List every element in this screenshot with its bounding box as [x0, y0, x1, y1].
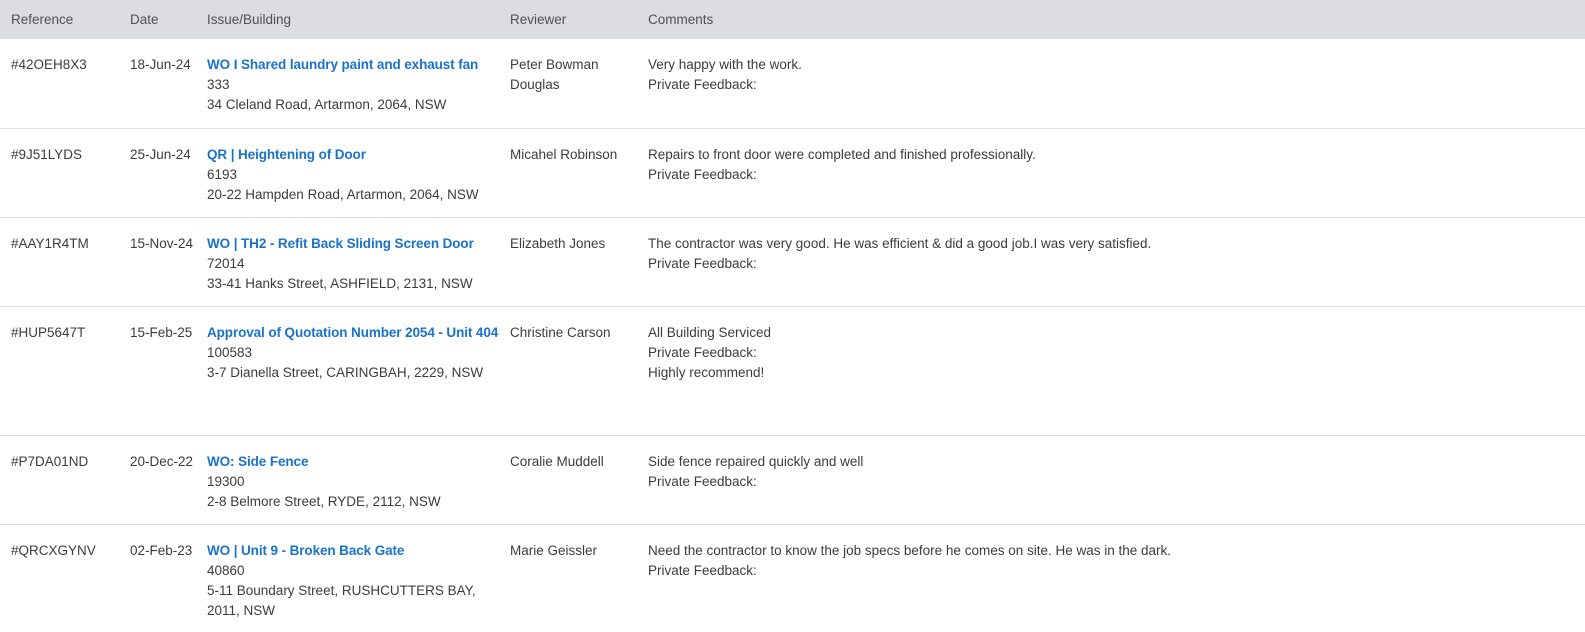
date-cell: 18-Jun-24: [130, 57, 191, 72]
reference-cell: #P7DA01ND: [11, 453, 89, 469]
column-header-comments[interactable]: Comments: [648, 12, 714, 27]
reviewer-cell: Micahel Robinson: [510, 146, 618, 162]
issue-building-cell: [196, 217, 499, 306]
comments-cell: [637, 217, 1585, 306]
private-feedback-label: Private Feedback:: [648, 473, 757, 489]
reviewer-cell: Christine Carson: [510, 324, 611, 340]
building-number: 333: [207, 77, 230, 92]
comments-cell: [637, 524, 1585, 628]
comments-cell: [637, 306, 1585, 435]
table-row: [0, 217, 1585, 306]
issue-title-link[interactable]: WO: Side Fence: [207, 453, 309, 469]
reference-cell: #AAY1R4TM: [11, 235, 89, 251]
issue-title-link[interactable]: WO | TH2 - Refit Back Sliding Screen Door: [207, 235, 474, 251]
reference-cell: #42OEH8X3: [11, 57, 87, 72]
building-number: 6193: [207, 166, 238, 182]
issue-title-link[interactable]: Approval of Quotation Number 2054 - Unit 404: [207, 324, 499, 340]
comment-text: Very happy with the work.: [648, 57, 802, 72]
comment-text: The contractor was very good. He was efficient & did a good job.I was very satisfied.: [648, 235, 1152, 251]
issue-building-cell: [196, 524, 499, 628]
comment-text: Repairs to front door were completed and finished professionally.: [648, 146, 1036, 162]
table-row: [0, 524, 1585, 628]
reference-cell: #HUP5647T: [11, 324, 86, 340]
date-cell: 02-Feb-23: [130, 542, 193, 558]
column-header-issue-building[interactable]: Issue/Building: [207, 12, 292, 27]
comment-text: Need the contractor to know the job specs before he comes on site. He was in the dark.: [648, 542, 1172, 558]
issue-title-link[interactable]: QR | Heightening of Door: [207, 146, 366, 162]
reviewer-cell: Marie Geissler: [510, 542, 598, 558]
building-address: 2-8 Belmore Street, RYDE, 2112, NSW: [207, 493, 441, 509]
building-address: 3-7 Dianella Street, CARINGBAH, 2229, NSW: [207, 364, 484, 380]
reviewer-cell: Peter Bowman Douglas: [510, 57, 599, 92]
issue-building-cell: [196, 128, 499, 217]
comments-cell: [637, 39, 1585, 128]
date-cell: 20-Dec-22: [130, 453, 194, 469]
issue-building-cell: [196, 435, 499, 524]
comment-text: Side fence repaired quickly and well: [648, 453, 864, 469]
issue-title-link[interactable]: WO I Shared laundry paint and exhaust fan: [207, 57, 479, 72]
private-feedback-label: Private Feedback:: [648, 344, 757, 360]
date-cell: 25-Jun-24: [130, 146, 191, 162]
issue-building-cell: [196, 306, 499, 435]
column-header-reviewer[interactable]: Reviewer: [510, 12, 567, 27]
issue-building-cell: [196, 39, 499, 128]
table-row: [0, 306, 1585, 435]
issue-title-link[interactable]: WO | Unit 9 - Broken Back Gate: [207, 542, 405, 558]
comment-text: All Building Serviced: [648, 324, 772, 340]
reviewer-cell: Elizabeth Jones: [510, 235, 606, 251]
comments-cell: [637, 128, 1585, 217]
building-address: 34 Cleland Road, Artarmon, 2064, NSW: [207, 97, 447, 112]
private-feedback-label: Private Feedback:: [648, 77, 757, 92]
date-cell: 15-Nov-24: [130, 235, 194, 251]
building-number: 72014: [207, 255, 245, 271]
table-row: [0, 435, 1585, 524]
private-feedback-label: Private Feedback:: [648, 255, 757, 271]
comments-cell: [637, 435, 1585, 524]
building-address: 5-11 Boundary Street, RUSHCUTTERS BAY, 2011, NSW: [207, 582, 476, 618]
table-row: [0, 128, 1585, 217]
building-number: 100583: [207, 344, 253, 360]
column-header-reference[interactable]: Reference: [11, 12, 74, 27]
table-header: [0, 0, 1585, 39]
building-address: 33-41 Hanks Street, ASHFIELD, 2131, NSW: [207, 275, 473, 291]
reference-cell: #9J51LYDS: [11, 146, 83, 162]
header-row: [0, 0, 1585, 39]
table-body: [0, 39, 1585, 628]
building-number: 19300: [207, 473, 245, 489]
private-feedback-label: Private Feedback:: [648, 562, 757, 578]
table-row: [0, 39, 1585, 128]
private-feedback-label: Private Feedback:: [648, 166, 757, 182]
building-address: 20-22 Hampden Road, Artarmon, 2064, NSW: [207, 186, 479, 202]
building-number: 40860: [207, 562, 245, 578]
date-cell: 15-Feb-25: [130, 324, 193, 340]
private-feedback-text: Highly recommend!: [648, 364, 765, 380]
reference-cell: #QRCXGYNV: [11, 542, 96, 558]
column-header-date[interactable]: Date: [130, 12, 159, 27]
reviewer-cell: Coralie Muddell: [510, 453, 604, 469]
